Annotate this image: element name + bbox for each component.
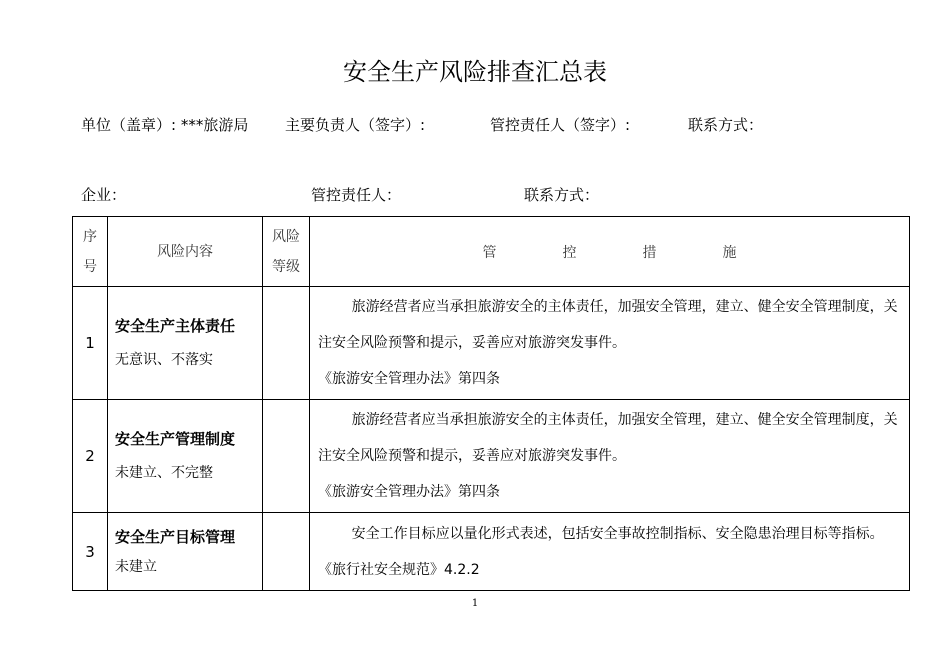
risk-content bbox=[108, 287, 263, 400]
page-number: 1 bbox=[471, 598, 479, 609]
risk-level bbox=[263, 513, 310, 591]
measure-text: 安全工作目标应以量化形式表述，包括安全事故控制指标、安全隐患治理目标等指标。 《旅行社安全规范》4.2.2 bbox=[318, 525, 891, 578]
header-seq: 序 号 bbox=[73, 217, 108, 287]
enterprise-label: 企业： bbox=[81, 186, 127, 204]
contact-label-1: 联系方式： bbox=[688, 116, 764, 134]
risk-title: 安全生产目标管理 bbox=[115, 527, 236, 546]
row-number: 2 bbox=[73, 400, 108, 513]
control-person-sign-label: 管控责任人（签字）: bbox=[490, 116, 631, 134]
risk-subtitle: 无意识、不落实 bbox=[115, 352, 213, 368]
risk-subtitle: 未建立、不完整 bbox=[115, 465, 213, 481]
page-title: 安全生产风险排查汇总表 bbox=[343, 58, 607, 86]
table-row bbox=[73, 287, 910, 400]
measure-ref: 《旅游安全管理办法》第四条 bbox=[318, 484, 500, 500]
unit-label: 单位（盖章）: ***旅游局 bbox=[81, 116, 249, 134]
main-person-label: 主要负责人（签字）: bbox=[285, 116, 426, 134]
header-risk: 风险内容 bbox=[108, 217, 263, 287]
measure-text: 旅游经营者应当承担旅游安全的主体责任，加强安全管理，建立、健全安全管理制度，关注安全风险预警和提示，妥善应对旅游突发事件。 bbox=[318, 412, 898, 464]
control-measure bbox=[310, 400, 910, 513]
risk-title: 安全生产主体责任 bbox=[115, 317, 236, 335]
header-measures: 管 控 措 施 bbox=[310, 217, 910, 287]
risk-content bbox=[108, 400, 263, 513]
contact-label-2: 联系方式： bbox=[524, 186, 600, 204]
risk-content bbox=[108, 513, 263, 591]
risk-level bbox=[263, 400, 310, 513]
table-header-row bbox=[73, 217, 910, 287]
header-level: 风险 等级 bbox=[263, 217, 310, 287]
risk-title: 安全生产管理制度 bbox=[115, 430, 236, 448]
measure-text: 旅游经营者应当承担旅游安全的主体责任，加强安全管理，建立、健全安全管理制度，关注安全风险预警和提示，妥善应对旅游突发事件。 bbox=[318, 299, 898, 351]
risk-subtitle: 未建立 bbox=[115, 558, 157, 575]
measure-ref: 《旅游安全管理办法》第四条 bbox=[318, 371, 500, 387]
control-measure bbox=[310, 287, 910, 400]
row-number: 1 bbox=[73, 287, 108, 400]
control-person-label: 管控责任人： bbox=[311, 186, 402, 204]
row-number: 3 bbox=[73, 513, 108, 591]
risk-level bbox=[263, 287, 310, 400]
risk-table bbox=[72, 216, 910, 591]
control-measure bbox=[310, 513, 910, 591]
table-row bbox=[73, 513, 910, 591]
table-row bbox=[73, 400, 910, 513]
